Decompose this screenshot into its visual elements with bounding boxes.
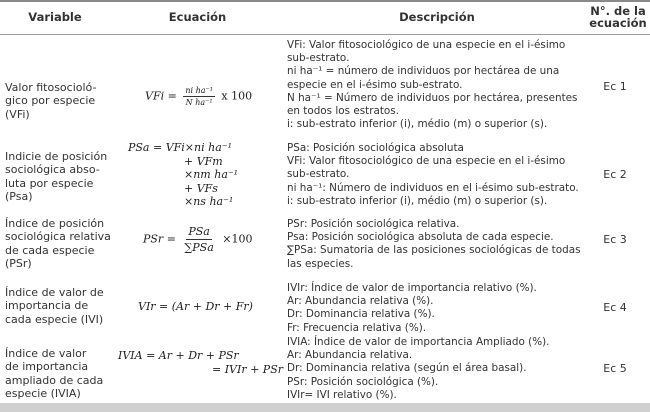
- variable-line: importancia de: [5, 299, 89, 313]
- equation-cell: [128, 141, 278, 209]
- description-line: PSr: Posición sociológica relativa.: [287, 218, 460, 230]
- equation-fraction: [183, 86, 215, 107]
- equation-line: PSa = VFi×ni ha⁻¹: [128, 141, 232, 154]
- variable-line: especie (IVIA): [5, 386, 81, 400]
- description-line: especie en el i-ésimo sub-estrato.: [287, 78, 463, 91]
- equation-line: ×nm ha⁻¹: [184, 168, 239, 181]
- description-line: sub-estrato.: [287, 52, 350, 65]
- equation-lhs: PSr =: [143, 232, 176, 246]
- variable-line: Índice de valor de: [5, 286, 104, 299]
- fraction-denominator: ∑PSa: [184, 241, 214, 254]
- table-bottom-rule: [0, 403, 650, 412]
- description-line: PSr: Posición sociológica (%).: [287, 375, 439, 388]
- variable-line: luta por especie: [5, 176, 94, 190]
- description-cell: [287, 282, 577, 335]
- equation-cell: [145, 86, 252, 107]
- fraction-denominator: N ha⁻¹: [185, 98, 213, 107]
- variable-cell: [5, 81, 113, 121]
- variable-line: ampliado de cada: [5, 373, 104, 387]
- description-line: las especies.: [287, 257, 354, 270]
- variable-line: (VFi): [5, 107, 30, 121]
- equation-line: = IVIr + PSr: [211, 362, 283, 376]
- equation-number: Ec 4: [603, 301, 627, 314]
- equation-number: Ec 2: [603, 168, 627, 181]
- equation-line: ×ns ha⁻¹: [184, 195, 234, 208]
- variable-cell: [5, 150, 113, 203]
- description-line: ni ha⁻¹ = número de individuos por hectárea de una: [287, 65, 560, 78]
- variable-line: de importancia: [5, 360, 89, 374]
- description-cell: [287, 39, 577, 131]
- description-line: ni ha⁻¹: Número de individuos en el i-ésimo sub-estrato.: [287, 181, 579, 194]
- description-cell: [287, 218, 581, 271]
- description-line: Psa: Posición sociológica absoluta de cada especie.: [287, 231, 554, 244]
- description-line: Ar: Abundancia relativa (%).: [287, 295, 434, 308]
- description-line: i: sub-estrato inferior (i), médio (m) o superior (s).: [287, 118, 548, 131]
- description-line: VFi: Valor fitosociológico de una especie en el i-ésimo: [287, 155, 566, 168]
- variable-line: Índice de posición: [5, 217, 105, 230]
- equation-number: Ec 1: [603, 80, 627, 93]
- equation-line: + VFm: [184, 154, 223, 168]
- variable-cell: [5, 347, 113, 400]
- table-header-rule: [0, 34, 650, 35]
- variable-line: gico por especie: [5, 94, 96, 108]
- header-equation: Ecuación: [168, 10, 227, 24]
- fraction-numerator: PSa: [188, 225, 210, 238]
- description-line: IVIA: Índice de valor de importancia Ampliado (%).: [287, 336, 550, 348]
- description-line: i: sub-estrato inferior (i), médio (m) o superior (s).: [287, 194, 548, 207]
- fraction-numerator: ni ha⁻¹: [185, 86, 213, 95]
- header-number-line1: N°. de la: [590, 4, 646, 18]
- variable-line: sociológica relativa: [5, 230, 111, 244]
- variable-line: Valor fitosocioló-: [5, 81, 97, 94]
- description-cell: [287, 336, 577, 402]
- equation-fraction: [182, 225, 215, 254]
- equation-lhs: VFi =: [145, 89, 177, 103]
- equation-cell: [143, 225, 253, 254]
- variable-line: Índice de valor: [5, 347, 87, 360]
- equation-cell: [118, 349, 283, 376]
- description-line: PSa: Posición sociológica absoluta: [287, 142, 464, 154]
- variable-cell: [5, 286, 113, 326]
- description-line: IVIr= IVI relativo (%).: [287, 388, 397, 401]
- variable-line: Indicie de posición: [5, 150, 108, 163]
- header-equation-number: [588, 0, 648, 34]
- equation-number: Ec 5: [603, 362, 627, 375]
- equation-cell: [138, 300, 253, 314]
- equation-tail: ×100: [222, 232, 253, 246]
- equation-tail: x 100: [221, 89, 253, 103]
- variable-cell: [5, 217, 113, 270]
- variable-line: de cada especie: [5, 243, 95, 257]
- description-line: Dr: Dominancia relativa (%).: [287, 308, 435, 321]
- variable-line: (Psa): [5, 189, 33, 203]
- description-line: Fr: Frecuencia relativa (%).: [287, 321, 427, 334]
- description-line: N ha⁻¹ = Número de individuos por hectárea, presentes: [287, 91, 578, 104]
- variable-line: (PSr): [5, 256, 32, 270]
- header-description: Descripción: [399, 10, 475, 24]
- header-variable: Variable: [28, 10, 82, 24]
- header-number-line2: ecuación: [589, 16, 647, 30]
- description-line: Dr: Dominancia relativa (según el área basal).: [287, 362, 527, 375]
- description-line: en todos los estratos.: [287, 105, 400, 118]
- description-line: IVIr: Índice de valor de importancia relativo (%).: [287, 282, 537, 294]
- description-line: VFi: Valor fitosociológico de una especie en el i-ésimo: [287, 39, 566, 51]
- description-line: Ar: Abundancia relativa.: [287, 349, 413, 362]
- equation-number: Ec 3: [603, 233, 627, 246]
- description-line: ∑PSa: Sumatoria de las posiciones sociológicas de todas: [287, 244, 581, 257]
- equation-line: + VFs: [184, 181, 218, 195]
- equation-line: IVIA = Ar + Dr + PSr: [118, 349, 239, 362]
- description-cell: [287, 142, 577, 208]
- description-line: sub-estrato.: [287, 168, 350, 181]
- equation-text: VIr = (Ar + Dr + Fr): [138, 300, 253, 313]
- variable-line: sociológica abso-: [5, 163, 100, 177]
- variable-line: cada especie (IVI): [5, 312, 104, 326]
